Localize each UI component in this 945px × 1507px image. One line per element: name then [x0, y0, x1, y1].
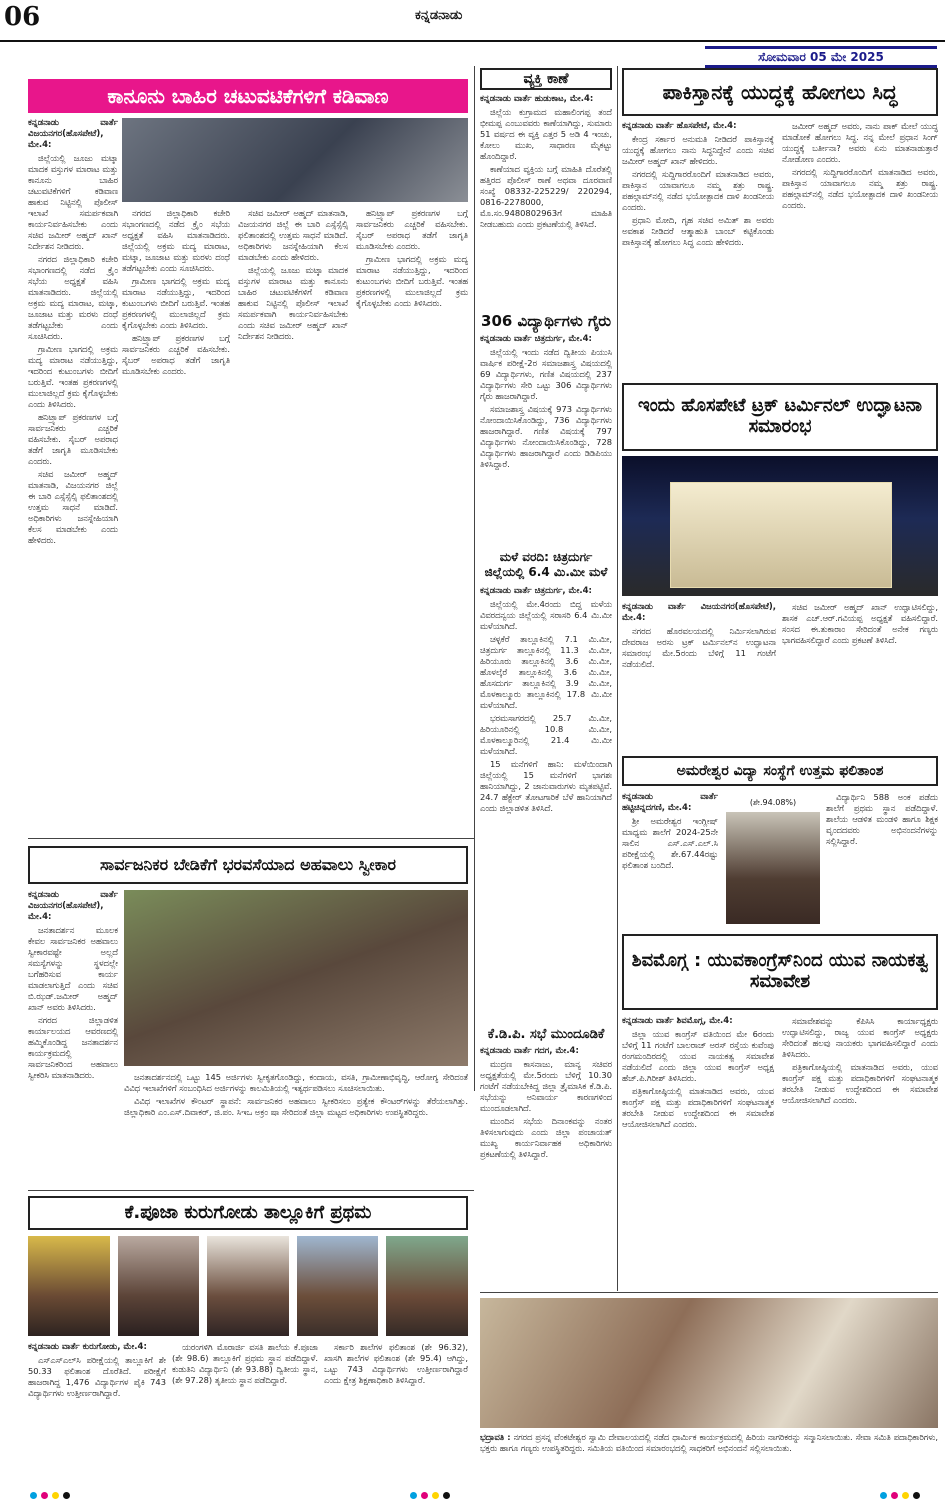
a11-column-3 — [324, 1342, 468, 1482]
a9-paragraph: ಪತ್ರಿಕಾಗೋಷ್ಠಿಯಲ್ಲಿ ಮಾತನಾಡಿದ ಅವರು, ಯುವ ಕಾಂಗ್ರೆಸ್ ಪಕ್ಷ ಮತ್ತು ಪದಾಧಿಕಾರಿಗಳಿಗೆ ಸಂಘಟನಾತ್ಮಕ ತರಬೇತಿ ನೀಡುವ ಉದ್ದೇಶದಿಂದ ಈ ಸಮಾವೇಶ ಆಯೋಜಿಸಲಾಗಿದೆ ಎಂದರು. — [622, 1086, 774, 1129]
section-rule — [480, 1292, 938, 1293]
a1-paragraph: ನಗರದ ಜಿಲ್ಲಾಧಿಕಾರಿ ಕಚೇರಿ ಸಭಾಂಗಣದಲ್ಲಿ ನಡೆದ ಕ್ರೈಂ ಸಭೆಯ ಅಧ್ಯಕ್ಷತೆ ವಹಿಸಿ ಮಾತನಾಡಿದರು. ಜಿಲ್ಲೆಯಲ್ಲಿ ಅಕ್ರಮ ಮದ್ಯ ಮಾರಾಟ, ಮಟ್ಕಾ, ಜೂಜಾಟ ಮತ್ತು ಮರಳು ದಂಧೆ ತಡೆಗಟ್ಟಬೇಕು ಎಂದು ಸೂಚಿಸಿದರು. — [122, 208, 230, 273]
a9-byline: ಕನ್ನಡನಾಡು ವಾರ್ತೆ ಶಿವಮೊಗ್ಗ, ಮೇ.4: — [622, 1016, 733, 1026]
registration-marks — [410, 1492, 450, 1499]
yellow-dot — [902, 1492, 909, 1499]
a11-column-2 — [172, 1342, 318, 1482]
a11-paragraph: ಎಸ್‌ಎಸ್‌ಎಲ್‌ಸಿ ಪರೀಕ್ಷೆಯಲ್ಲಿ ತಾಲ್ಲೂಕಿಗೆ ಶೇ 50.33 ಫಲಿತಾಂಶ ದೊರೆತಿದೆ. ಪರೀಕ್ಷೆಗೆ ಹಾಜರಾಗಿದ್ದ 1,476 ವಿದ್ಯಾರ್ಥಿಗಳ ಪೈಕಿ 743 ವಿದ್ಯಾರ್ಥಿಗಳು ಉತ್ತೀರ್ಣರಾಗಿದ್ದಾರೆ. — [28, 1355, 166, 1398]
a6-column-1 — [622, 121, 774, 375]
a9-column-1 — [622, 1016, 774, 1288]
a9-column-2 — [782, 1016, 938, 1288]
a2-byline: ಕನ್ನಡನಾಡು ವಾರ್ತೆ ಹುಡುಕಾಟ, ಮೇ.4: — [480, 94, 594, 104]
a8-byline: ಕನ್ನಡನಾಡು ವಾರ್ತೆ ಹಟ್ಟಿಚಿನ್ನದಗಣಿ, ಮೇ.4: — [622, 792, 718, 813]
a8-paragraph: ವಿದ್ಯಾರ್ಥಿನಿ 588 ಅಂಕ ಪಡೆದು ಶಾಲೆಗೆ ಪ್ರಥಮ ಸ್ಥಾನ ಪಡೆದಿದ್ದಾಳೆ. ಶಾಲೆಯ ಆಡಳಿತ ಮಂಡಳಿ ಹಾಗೂ ಶಿಕ್ಷಕ ವೃಂದದವರು ಅಭಿನಂದನೆಗಳನ್ನು ಸಲ್ಲಿಸಿದ್ದಾರೆ. — [826, 792, 938, 846]
building-shape — [670, 482, 892, 588]
column-rule — [617, 66, 618, 1291]
a2-headline: ವ್ಯಕ್ತಿ ಕಾಣೆ — [480, 68, 612, 90]
a5-body — [480, 1046, 612, 1230]
a5-paragraph: ಮುಂದಿನ ಸಭೆಯ ದಿನಾಂಕವನ್ನು ನಂತರ ತಿಳಿಸಲಾಗುವುದು ಎಂದು ಜಿಲ್ಲಾ ಪಂಚಾಯತ್ ಮುಖ್ಯ ಕಾರ್ಯನಿರ್ವಾಹಕ ಅಧಿಕಾರಿಗಳು ಪ್ರಕಟಣೆಯಲ್ಲಿ ತಿಳಿಸಿದ್ದಾರೆ. — [480, 1116, 612, 1159]
a4-body — [480, 586, 612, 1022]
a7-headline: ಇಂದು ಹೊಸಪೇಟೆ ಟ್ರಕ್ ಟರ್ಮಿನಲ್ ಉದ್ಘಾಟನಾ ಸಮಾರಂಭ — [622, 383, 938, 451]
section-rule — [28, 1190, 474, 1191]
a3-headline: 306 ವಿದ್ಯಾರ್ಥಿಗಳು ಗೈರು — [481, 312, 611, 330]
a1-column-3 — [238, 208, 348, 833]
a1-paragraph: ಜಿಲ್ಲೆಯಲ್ಲಿ ಜೂಜು ಮಟ್ಕಾ ಮಾದಕ ವಸ್ತುಗಳ ಮಾರಾಟ ಮತ್ತು ಕಾನೂನು ಬಾಹಿರ ಚಟುವಟಿಕೆಗಳಿಗೆ ಕಡಿವಾಣ ಹಾಕುವ ನಿಟ್ಟಿನಲ್ಲಿ ಪೊಲೀಸ್ ಇಲಾಖೆ ಸಮರ್ಪಕವಾಗಿ ಕಾರ್ಯನಿರ್ವಹಿಸಬೇಕು ಎಂದು ಸಚಿವ ಜಮೀರ್ ಅಹ್ಮದ್ ಖಾನ್ ನಿರ್ದೇಶನ ನೀಡಿದರು. — [238, 265, 348, 341]
a12-caption: ನಗರದ ಪ್ರಸನ್ನ ವೆಂಕಟೇಶ್ವರ ಸ್ವಾಮಿ ದೇವಾಲಯದಲ್ಲಿ ನಡೆದ ಧಾರ್ಮಿಕ ಕಾರ್ಯಕ್ರಮದಲ್ಲಿ ಹಿರಿಯ ನಾಗರಿಕರನ್ನು ಸನ್ಮಾನಿಸಲಾಯಿತು. ಸೇವಾ ಸಮಿತಿ ಪದಾಧಿಕಾರಿಗಳು, ಭಕ್ತರು ಹಾಗೂ ಗಣ್ಯರು ಉಪಸ್ಥಿತರಿದ್ದರು. ಸಮಿತಿಯ ವತಿಯಿಂದ ಸಮಾರಂಭದಲ್ಲಿ ಸಾಧಕರಿಗೆ ಅಭಿನಂದನೆ ಸಲ್ಲಿಸಲಾಯಿತು. — [480, 1432, 938, 1453]
a8-column-2 — [826, 792, 938, 924]
a3-body — [480, 334, 612, 546]
a10-paragraph: ನಗರದ ಜಿಲ್ಲಾಡಳಿತ ಕಾರ್ಯಾಲಯದ ಆವರಣದಲ್ಲಿ ಹಮ್ಮಿಕೊಂಡಿದ್ದ ಜನತಾದರ್ಶನ ಕಾರ್ಯಕ್ರಮದಲ್ಲಿ ಸಾರ್ವಜನಿಕರಿಂದ ಅಹವಾಲು ಸ್ವೀಕರಿಸಿ ಮಾತನಾಡಿದರು. — [28, 1015, 118, 1080]
section-rule — [28, 838, 474, 839]
a1-paragraph: ನಗರದ ಜಿಲ್ಲಾಧಿಕಾರಿ ಕಚೇರಿ ಸಭಾಂಗಣದಲ್ಲಿ ನಡೆದ ಕ್ರೈಂ ಸಭೆಯ ಅಧ್ಯಕ್ಷತೆ ವಹಿಸಿ ಮಾತನಾಡಿದರು. ಜಿಲ್ಲೆಯಲ್ಲಿ ಅಕ್ರಮ ಮದ್ಯ ಮಾರಾಟ, ಮಟ್ಕಾ, ಜೂಜಾಟ ಮತ್ತು ಮರಳು ದಂಧೆ ತಡೆಗಟ್ಟಬೇಕು ಎಂದು ಸೂಚಿಸಿದರು. — [28, 254, 118, 341]
student-photo — [207, 1236, 289, 1336]
a11-paragraph: ಸರ್ಕಾರಿ ಶಾಲೆಗಳ ಫಲಿತಾಂಶ (ಶೇ 96.32), ಖಾಸಗಿ ಶಾಲೆಗಳ ಫಲಿತಾಂಶ (ಶೇ 95.4) ಆಗಿದ್ದು, ಒಟ್ಟು 743 ವಿದ್ಯಾರ್ಥಿಗಳು ಉತ್ತೀರ್ಣರಾಗಿದ್ದಾರೆ ಎಂದು ಕ್ಷೇತ್ರ ಶಿಕ್ಷಣಾಧಿಕಾರಿ ತಿಳಿಸಿದ್ದಾರೆ. — [324, 1342, 468, 1385]
a10-paragraph: ಜನತಾದರ್ಶನದಲ್ಲಿ ಒಟ್ಟು 145 ಅರ್ಜಿಗಳು ಸ್ವೀಕೃತಗೊಂಡಿದ್ದು, ಕಂದಾಯ, ವಸತಿ, ಗ್ರಾಮೀಣಾಭಿವೃದ್ಧಿ, ಆರೋಗ್ಯ ಸೇರಿದಂತೆ ವಿವಿಧ ಇಲಾಖೆಗಳಿಗೆ ಸಂಬಂಧಿಸಿದ ಅರ್ಜಿಗಳನ್ನು ಕಾಲಮಿತಿಯಲ್ಲಿ ಇತ್ಯರ್ಥಪಡಿಸಲು ಸೂಚಿಸಲಾಯಿತು. — [124, 1072, 468, 1093]
a6-column-2 — [782, 121, 938, 375]
a2-body — [480, 94, 612, 308]
black-dot — [63, 1492, 70, 1499]
a7-paragraph: ಸಚಿವ ಜಮೀರ್ ಅಹ್ಮದ್ ಖಾನ್ ಉದ್ಘಾಟಿಸಲಿದ್ದು, ಶಾಸಕ ಎಚ್.ಆರ್.ಗವಿಯಪ್ಪ ಅಧ್ಯಕ್ಷತೆ ವಹಿಸಲಿದ್ದಾರೆ. ಸಂಸದ ಈ.ತುಕಾರಾಂ ಸೇರಿದಂತೆ ಅನೇಕ ಗಣ್ಯರು ಭಾಗವಹಿಸಲಿದ್ದಾರೆ ಎಂದು ಪ್ರಕಟಣೆ ತಿಳಿಸಿದೆ. — [782, 602, 938, 645]
a10-paragraph: ಜನತಾದರ್ಶನ ಮೂಲಕ ಕೇವಲ ಸಾರ್ವಜನಿಕರ ಅಹವಾಲು ಸ್ವೀಕಾರವಷ್ಟೇ ಅಲ್ಲದೆ ಸಮಸ್ಯೆಗಳನ್ನು ಸ್ಥಳದಲ್ಲೇ ಬಗೆಹರಿಸುವ ಕಾರ್ಯ ಮಾಡಲಾಗುತ್ತಿದೆ ಎಂದು ಸಚಿವ ಬಿ.ಝಡ್.ಜಮೀರ್ ಅಹ್ಮದ್ ಖಾನ್ ಅವರು ತಿಳಿಸಿದರು. — [28, 925, 118, 1012]
a7-paragraph: ನಗರದ ಹೊರವಲಯದಲ್ಲಿ ನಿರ್ಮಿಸಲಾಗಿರುವ ದೇವರಾಜ ಅರಸು ಟ್ರಕ್ ಟರ್ಮಿನಲ್‌ನ ಉದ್ಘಾಟನಾ ಸಮಾರಂಭ ಮೇ.5ರಂದು ಬೆಳಿಗ್ಗೆ 11 ಗಂಟೆಗೆ ನಡೆಯಲಿದೆ. — [622, 626, 776, 669]
a10-column-1 — [28, 890, 118, 1186]
a9-paragraph: ಜಿಲ್ಲಾ ಯುವ ಕಾಂಗ್ರೆಸ್ ವತಿಯಿಂದ ಮೇ 6ರಂದು ಬೆಳಿಗ್ಗೆ 11 ಗಂಟೆಗೆ ಬಾಲರಾಜ್ ಅರಸ್ ರಸ್ತೆಯ ಕುವೆಂಪು ರಂಗಮಂದಿರದಲ್ಲಿ ಯುವ ನಾಯಕತ್ವ ಸಮಾವೇಶ ನಡೆಯಲಿದೆ ಎಂದು ಜಿಲ್ಲಾ ಯುವ ಕಾಂಗ್ರೆಸ್ ಅಧ್ಯಕ್ಷ ಹೆಚ್.ಪಿ.ಗಿರೀಶ್ ತಿಳಿಸಿದರು. — [622, 1029, 774, 1083]
black-dot — [913, 1492, 920, 1499]
a4-paragraph: 15 ಮನೆಗಳಿಗೆ ಹಾನಿ: ಮಳೆಯಿಂದಾಗಿ ಜಿಲ್ಲೆಯಲ್ಲಿ 15 ಮನೆಗಳಿಗೆ ಭಾಗಶಃ ಹಾನಿಯಾಗಿದ್ದು, 2 ಜಾನುವಾರುಗಳು ಮೃತಪಟ್ಟಿವೆ. 24.7 ಹೆಕ್ಟೇರ್ ತೋಟಗಾರಿಕೆ ಬೆಳೆ ಹಾನಿಯಾಗಿದೆ ಎಂದು ಜಿಲ್ಲಾಡಳಿತ ತಿಳಿಸಿದೆ. — [480, 759, 612, 813]
a11-student-photos — [28, 1236, 468, 1336]
a9-paragraph: ಸಮಾವೇಶವನ್ನು ಕೆಪಿಸಿಸಿ ಕಾರ್ಯಾಧ್ಯಕ್ಷರು ಉದ್ಘಾಟಿಸಲಿದ್ದು, ರಾಜ್ಯ ಯುವ ಕಾಂಗ್ರೆಸ್ ಅಧ್ಯಕ್ಷರು ಸೇರಿದಂತೆ ಹಲವು ನಾಯಕರು ಭಾಗವಹಿಸಲಿದ್ದಾರೆ ಎಂದು ತಿಳಿಸಿದರು. — [782, 1016, 938, 1059]
a4-paragraph: ಭರಮಸಾಗರದಲ್ಲಿ 25.7 ಮಿ.ಮೀ, ಹಿರಿಯೂರಿನಲ್ಲಿ 10.8 ಮಿ.ಮೀ, ಮೊಳಕಾಲ್ಮೂರಿನಲ್ಲಿ 21.4 ಮಿ.ಮೀ ಮಳೆಯಾಗಿದೆ. — [480, 713, 612, 756]
a9-paragraph: ಪತ್ರಿಕಾಗೋಷ್ಠಿಯಲ್ಲಿ ಮಾತನಾಡಿದ ಅವರು, ಯುವ ಕಾಂಗ್ರೆಸ್ ಪಕ್ಷ ಮತ್ತು ಪದಾಧಿಕಾರಿಗಳಿಗೆ ಸಂಘಟನಾತ್ಮಕ ತರಬೇತಿ ನೀಡುವ ಉದ್ದೇಶದಿಂದ ಈ ಸಮಾವೇಶ ಆಯೋಜಿಸಲಾಗಿದೆ ಎಂದರು. — [782, 1062, 938, 1105]
a8-student-photo — [726, 812, 820, 924]
a4-byline: ಕನ್ನಡನಾಡು ವಾರ್ತೆ ಚಿತ್ರದುರ್ಗ, ಮೇ.4: — [480, 586, 592, 596]
a11-column-1 — [28, 1342, 166, 1482]
a6-headline: ಪಾಕಿಸ್ತಾನಕ್ಕೆ ಯುದ್ಧಕ್ಕೆ ಹೋಗಲು ಸಿದ್ಧ — [622, 68, 938, 116]
a5-paragraph: ಮುದ್ರಣ ಕಾಸನಾಜು, ಮಾನ್ಯ ಸಚಿವರ ಅಧ್ಯಕ್ಷತೆಯಲ್ಲಿ ಮೇ.5ರಂದು ಬೆಳಿಗ್ಗೆ 10.30 ಗಂಟೆಗೆ ನಡೆಯಬೇಕಿದ್ದ ಜಿಲ್ಲಾ ತ್ರೈಮಾಸಿಕ ಕೆ.ಡಿ.ಪಿ. ಸಭೆಯನ್ನು ಅನಿವಾರ್ಯ ಕಾರಣಗಳಿಂದ ಮುಂದೂಡಲಾಗಿದೆ. — [480, 1059, 612, 1113]
issue-date: ಸೋಮವಾರ 05 ಮೇ 2025 — [705, 46, 937, 68]
yellow-dot — [432, 1492, 439, 1499]
a5-headline: ಕೆ.ಡಿ.ಪಿ. ಸಭೆ ಮುಂದೂಡಿಕೆ — [487, 1027, 605, 1042]
a1-paragraph: ಸಚಿವ ಜಮೀರ್ ಅಹ್ಮದ್ ಮಾತನಾಡಿ, ವಿಜಯನಗರ ಜಿಲ್ಲೆ ಈ ಬಾರಿ ಎಸ್ಸೆಸ್ಸೆಲ್ಸಿ ಫಲಿತಾಂಶದಲ್ಲಿ ಉತ್ತಮ ಸಾಧನೆ ಮಾಡಿದೆ. ಅಧಿಕಾರಿಗಳು ಜನಸ್ನೇಹಿಯಾಗಿ ಕೆಲಸ ಮಾಡಬೇಕು ಎಂದು ಹೇಳಿದರು. — [28, 469, 118, 545]
a1-byline: ಕನ್ನಡನಾಡು ವಾರ್ತೆ ವಿಜಯನಗರ(ಹೊಸಪೇಟೆ), ಮೇ.4: — [28, 118, 118, 150]
a11-byline: ಕನ್ನಡನಾಡು ವಾರ್ತೆ ಕುರುಗೋಡು, ಮೇ.4: — [28, 1342, 147, 1352]
a10-headline: ಸಾರ್ವಜನಿಕರ ಬೇಡಿಕೆಗೆ ಭರವಸೆಯಾದ ಅಹವಾಲು ಸ್ವೀಕಾರ — [28, 846, 468, 884]
a1-paragraph: ಸಚಿವ ಜಮೀರ್ ಅಹ್ಮದ್ ಮಾತನಾಡಿ, ವಿಜಯನಗರ ಜಿಲ್ಲೆ ಈ ಬಾರಿ ಎಸ್ಸೆಸ್ಸೆಲ್ಸಿ ಫಲಿತಾಂಶದಲ್ಲಿ ಉತ್ತಮ ಸಾಧನೆ ಮಾಡಿದೆ. ಅಧಿಕಾರಿಗಳು ಜನಸ್ನೇಹಿಯಾಗಿ ಕೆಲಸ ಮಾಡಬೇಕು ಎಂದು ಹೇಳಿದರು. — [238, 208, 348, 262]
a1-paragraph: ಹನಿಟ್ರ್ಯಾಪ್ ಪ್ರಕರಣಗಳ ಬಗ್ಗೆ ಸಾರ್ವಜನಿಕರು ಎಚ್ಚರಿಕೆ ವಹಿಸಬೇಕು. ಸೈಬರ್ ಅಪರಾಧ ತಡೆಗೆ ಜಾಗೃತಿ ಮೂಡಿಸಬೇಕು ಎಂದರು. — [356, 208, 468, 251]
page-number: 06 — [4, 2, 41, 32]
a6-paragraph: ನಗರದಲ್ಲಿ ಸುದ್ದಿಗಾರರೊಂದಿಗೆ ಮಾತನಾಡಿದ ಅವರು, ಪಾಕಿಸ್ತಾನ ಯಾವಾಗಲೂ ನಮ್ಮ ಶತ್ರು ರಾಷ್ಟ್ರ. ಪಹಲ್ಗಾಮ್‌ನಲ್ಲಿ ನಡೆದ ಭಯೋತ್ಪಾದಕ ದಾಳಿ ಖಂಡನೀಯ ಎಂದರು. — [782, 167, 938, 210]
magenta-dot — [891, 1492, 898, 1499]
a6-byline: ಕನ್ನಡನಾಡು ವಾರ್ತೆ ಹೊಸಪೇಟೆ, ಮೇ.4: — [622, 121, 737, 131]
cyan-dot — [410, 1492, 417, 1499]
a12-caption-block — [480, 1432, 938, 1482]
a4-headline: ಮಳೆ ವರದಿ: ಚಿತ್ರದುರ್ಗ ಜಿಲ್ಲೆಯಲ್ಲಿ 6.4 ಮಿ.ಮೀ ಮಳೆ — [484, 550, 608, 579]
a7-byline: ಕನ್ನಡನಾಡು ವಾರ್ತೆ ವಿಜಯನಗರ(ಹೊಸಪೇಟೆ), ಮೇ.4: — [622, 602, 776, 623]
a1-column-4 — [356, 208, 468, 833]
student-photo — [297, 1236, 379, 1336]
yellow-dot — [52, 1492, 59, 1499]
paper-name: ಕನ್ನಡನಾಡು — [415, 8, 463, 23]
registration-marks — [30, 1492, 70, 1499]
cyan-dot — [30, 1492, 37, 1499]
a1-paragraph: ಜಿಲ್ಲೆಯಲ್ಲಿ ಜೂಜು ಮಟ್ಕಾ ಮಾದಕ ವಸ್ತುಗಳ ಮಾರಾಟ ಮತ್ತು ಕಾನೂನು ಬಾಹಿರ ಚಟುವಟಿಕೆಗಳಿಗೆ ಕಡಿವಾಣ ಹಾಕುವ ನಿಟ್ಟಿನಲ್ಲಿ ಪೊಲೀಸ್ ಇಲಾಖೆ ಸಮರ್ಪಕವಾಗಿ ಕಾರ್ಯನಿರ್ವಹಿಸಬೇಕು ಎಂದು ಸಚಿವ ಜಮೀರ್ ಅಹ್ಮದ್ ಖಾನ್ ನಿರ್ದೇಶನ ನೀಡಿದರು. — [28, 153, 118, 251]
student-photo — [386, 1236, 468, 1336]
student-photo — [28, 1236, 110, 1336]
a2-paragraph: ಕಾಣೆಯಾದ ವ್ಯಕ್ತಿಯ ಬಗ್ಗೆ ಮಾಹಿತಿ ದೊರೆತಲ್ಲಿ ಹತ್ತಿರದ ಪೊಲೀಸ್ ಠಾಣೆ ಅಥವಾ ದೂರವಾಣಿ ಸಂಖ್ಯೆ 08332-225229/ 220294, 0816-2278000, ಮೊ.ಸಂ.9480802963ಗೆ ಮಾಹಿತಿ ನೀಡಬಹುದು ಎಂದು ಪ್ರಕಟಣೆಯಲ್ಲಿ ತಿಳಿಸಿದೆ. — [480, 164, 612, 229]
a6-paragraph: ನಗರದಲ್ಲಿ ಸುದ್ದಿಗಾರರೊಂದಿಗೆ ಮಾತನಾಡಿದ ಅವರು, ಪಾಕಿಸ್ತಾನ ಯಾವಾಗಲೂ ನಮ್ಮ ಶತ್ರು ರಾಷ್ಟ್ರ. ಪಹಲ್ಗಾಮ್‌ನಲ್ಲಿ ನಡೆದ ಭಯೋತ್ಪಾದಕ ದಾಳಿ ಖಂಡನೀಯ ಎಂದರು. — [622, 169, 774, 212]
a5-byline: ಕನ್ನಡನಾಡು ವಾರ್ತೆ ಗದಗ, ಮೇ.4: — [480, 1046, 579, 1056]
a8-headline: ಅಮರೇಶ್ವರ ವಿದ್ಯಾ ಸಂಸ್ಥೆಗೆ ಉತ್ತಮ ಫಲಿತಾಂಶ — [622, 756, 938, 786]
student-photo — [118, 1236, 200, 1336]
a11-headline: ಕೆ.ಪೂಜಾ ಕುರುಗೋಡು ತಾಲ್ಲೂಕಿಗೆ ಪ್ರಥಮ — [28, 1196, 468, 1230]
magenta-dot — [421, 1492, 428, 1499]
a6-paragraph: ಕೇಂದ್ರ ಸರ್ಕಾರ ಅನುಮತಿ ನೀಡಿದರೆ ಪಾಕಿಸ್ತಾನಕ್ಕೆ ಯುದ್ಧಕ್ಕೆ ಹೋಗಲು ನಾನು ಸಿದ್ಧನಿದ್ದೇನೆ ಎಂದು ಸಚಿವ ಜಮೀರ್ ಅಹ್ಮದ್ ಖಾನ್ ಹೇಳಿದರು. — [622, 134, 774, 166]
a1-paragraph: ಗ್ರಾಮೀಣ ಭಾಗದಲ್ಲಿ ಅಕ್ರಮ ಮದ್ಯ ಮಾರಾಟ ನಡೆಯುತ್ತಿದ್ದು, ಇದರಿಂದ ಕುಟುಂಬಗಳು ಬೀದಿಗೆ ಬರುತ್ತಿವೆ. ಇಂತಹ ಪ್ರಕರಣಗಳಲ್ಲಿ ಮುಲಾಜಿಲ್ಲದೆ ಕ್ರಮ ಕೈಗೊಳ್ಳಬೇಕು ಎಂದು ತಿಳಿಸಿದರು. — [122, 276, 230, 330]
a1-paragraph: ಹನಿಟ್ರ್ಯಾಪ್ ಪ್ರಕರಣಗಳ ಬಗ್ಗೆ ಸಾರ್ವಜನಿಕರು ಎಚ್ಚರಿಕೆ ವಹಿಸಬೇಕು. ಸೈಬರ್ ಅಪರಾಧ ತಡೆಗೆ ಜಾಗೃತಿ ಮೂಡಿಸಬೇಕು ಎಂದರು. — [122, 333, 230, 376]
a10-column-2 — [124, 1072, 468, 1186]
a6-paragraph: ಜಮೀರ್ ಅಹ್ಮದ್ ಅವರು, ನಾನು ಪಾಕ್ ಮೇಲೆ ಯುದ್ಧ ಮಾಡೋಕೆ ಹೋಗಲು ಸಿದ್ಧ. ನನ್ನ ಮೇಲೆ ಪ್ರಧಾನ ಸಿಂಗ್ ಯುದ್ಧಕ್ಕೆ ಬರ್ತೀನಾ? ಅವರು ಏನು ಮಾತನಾಡುತ್ತಾರೆ ನೋಡೋಣ ಎಂದರು. — [782, 121, 938, 164]
a9-headline: ಶಿವಮೊಗ್ಗ : ಯುವಕಾಂಗ್ರೆಸ್‌ನಿಂದ ಯುವ ನಾಯಕತ್ವ ಸಮಾವೇಶ — [622, 934, 938, 1010]
a11-paragraph: ಯರಂಗಳಿಗಿ ಮೊರಾರ್ಜಿ ವಸತಿ ಶಾಲೆಯ ಕೆ.ಪೂಜಾ (ಶೇ 98.6) ತಾಲ್ಲೂಕಿಗೆ ಪ್ರಥಮ ಸ್ಥಾನ ಪಡೆದಿದ್ದಾಳೆ. ಕುಡುತಿನಿ ವಿದ್ಯಾರ್ಥಿನಿ (ಶೇ 93.88) ದ್ವಿತೀಯ ಸ್ಥಾನ, (ಶೇ 97.28) ತೃತೀಯ ಸ್ಥಾನ ಪಡೆದಿದ್ದಾರೆ. — [172, 1342, 318, 1385]
header-rule — [0, 40, 945, 42]
a10-janata-darshan-photo — [124, 890, 468, 1066]
a7-truck-terminal-photo — [622, 456, 938, 596]
a3-paragraph: ಜಿಲ್ಲೆಯಲ್ಲಿ ಇಂದು ನಡೆದ ದ್ವಿತೀಯ ಪಿಯುಸಿ ವಾರ್ಷಿಕ ಪರೀಕ್ಷೆ-2ರ ಸಮಾಜಶಾಸ್ತ್ರ ವಿಷಯದಲ್ಲಿ 69 ವಿದ್ಯಾರ್ಥಿಗಳು, ಗಣಿತ ವಿಷಯದಲ್ಲಿ 237 ವಿದ್ಯಾರ್ಥಿಗಳು ಸೇರಿ ಒಟ್ಟು 306 ವಿದ್ಯಾರ್ಥಿಗಳು ಗೈರು ಹಾಜರಾಗಿದ್ದಾರೆ. — [480, 347, 612, 401]
a4-paragraph: ಚಳ್ಳಕೆರೆ ತಾಲ್ಲೂಕಿನಲ್ಲಿ 7.1 ಮಿ.ಮೀ, ಚಿತ್ರದುರ್ಗ ತಾಲ್ಲೂಕಿನಲ್ಲಿ 11.3 ಮಿ.ಮೀ, ಹಿರಿಯೂರು ತಾಲ್ಲೂಕಿನಲ್ಲಿ 3.6 ಮಿ.ಮೀ, ಹೊಳಲ್ಕೆರೆ ತಾಲ್ಲೂಕಿನಲ್ಲಿ 3.6 ಮಿ.ಮೀ, ಹೊಸದುರ್ಗ ತಾಲ್ಲೂಕಿನಲ್ಲಿ 3.9 ಮಿ.ಮೀ, ಮೊಳಕಾಲ್ಮೂರು ತಾಲ್ಲೂಕಿನಲ್ಲಿ 17.8 ಮಿ.ಮೀ ಮಳೆಯಾಗಿದೆ. — [480, 634, 612, 710]
a12-group-photo — [480, 1298, 938, 1428]
a4-paragraph: ಜಿಲ್ಲೆಯಲ್ಲಿ ಮೇ.4ರಂದು ಬಿದ್ದ ಮಳೆಯ ವಿವರದನ್ವಯ ಜಿಲ್ಲೆಯಲ್ಲಿ ಸರಾಸರಿ 6.4 ಮಿ.ಮೀ ಮಳೆಯಾಗಿದೆ. — [480, 599, 612, 631]
a7-column-2 — [782, 602, 938, 752]
a8-photo-caption: (ಶೇ.94.08%) — [749, 798, 797, 807]
a7-column-1 — [622, 602, 776, 752]
column-rule — [474, 66, 475, 1091]
a8-paragraph: ಶ್ರೀ ಅಮರೇಶ್ವರ ಇಂಗ್ಲೀಷ್ ಮಾಧ್ಯಮ ಶಾಲೆಗೆ 2024-25ನೇ ಸಾಲಿನ ಎಸ್.ಎಸ್.ಎಲ್.ಸಿ ಪರೀಕ್ಷೆಯಲ್ಲಿ ಶೇ.67.44ರಷ್ಟು ಫಲಿತಾಂಶ ಬಂದಿದೆ. — [622, 816, 718, 870]
cyan-dot — [880, 1492, 887, 1499]
a3-byline: ಕನ್ನಡನಾಡು ವಾರ್ತೆ ಚಿತ್ರದುರ್ಗ, ಮೇ.4: — [480, 334, 592, 344]
registration-marks — [880, 1492, 920, 1499]
a8-column-1 — [622, 792, 718, 924]
a12-label: ಭದ್ರಾವತಿ : — [480, 1432, 511, 1442]
a1-meeting-photo — [122, 118, 468, 202]
a10-paragraph: ವಿವಿಧ ಇಲಾಖೆಗಳ ಕೌಂಟರ್ ಸ್ಥಾಪನೆ: ಸಾರ್ವಜನಿಕರ ಅಹವಾಲು ಸ್ವೀಕರಿಸಲು ಪ್ರತ್ಯೇಕ ಕೌಂಟರ್‌ಗಳನ್ನು ತೆರೆಯಲಾಗಿತ್ತು. ಜಿಲ್ಲಾಧಿಕಾರಿ ಎಂ.ಎಸ್.ದಿವಾಕರ್, ಜಿ.ಪಂ. ಸಿಇಒ ಅಕ್ರಂ ಷಾ ಸೇರಿದಂತೆ ಜಿಲ್ಲಾ ಮಟ್ಟದ ಅಧಿಕಾರಿಗಳು ಉಪಸ್ಥಿತರಿದ್ದರು. — [124, 1096, 468, 1117]
a3-paragraph: ಸಮಾಜಶಾಸ್ತ್ರ ವಿಷಯಕ್ಕೆ 973 ವಿದ್ಯಾರ್ಥಿಗಳು ನೋಂದಾಯಿಸಿಕೊಂಡಿದ್ದು, 736 ವಿದ್ಯಾರ್ಥಿಗಳು ಹಾಜರಾಗಿದ್ದಾರೆ. ಗಣಿತ ವಿಷಯಕ್ಕೆ 797 ವಿದ್ಯಾರ್ಥಿಗಳು ನೋಂದಾಯಿಸಿಕೊಂಡಿದ್ದು, 728 ವಿದ್ಯಾರ್ಥಿಗಳು ಹಾಜರಾಗಿದ್ದಾರೆ ಎಂದು ಡಿಡಿಪಿಯು ತಿಳಿಸಿದ್ದಾರೆ. — [480, 404, 612, 469]
a1-headline: ಕಾನೂನು ಬಾಹಿರ ಚಟುವಟಿಕೆಗಳಿಗೆ ಕಡಿವಾಣ — [28, 79, 468, 113]
a10-byline: ಕನ್ನಡನಾಡು ವಾರ್ತೆ ವಿಜಯನಗರ(ಹೊಸಪೇಟೆ), ಮೇ.4: — [28, 890, 118, 922]
a1-paragraph: ಗ್ರಾಮೀಣ ಭಾಗದಲ್ಲಿ ಅಕ್ರಮ ಮದ್ಯ ಮಾರಾಟ ನಡೆಯುತ್ತಿದ್ದು, ಇದರಿಂದ ಕುಟುಂಬಗಳು ಬೀದಿಗೆ ಬರುತ್ತಿವೆ. ಇಂತಹ ಪ್ರಕರಣಗಳಲ್ಲಿ ಮುಲಾಜಿಲ್ಲದೆ ಕ್ರಮ ಕೈಗೊಳ್ಳಬೇಕು ಎಂದು ತಿಳಿಸಿದರು. — [356, 254, 468, 308]
a1-paragraph: ಗ್ರಾಮೀಣ ಭಾಗದಲ್ಲಿ ಅಕ್ರಮ ಮದ್ಯ ಮಾರಾಟ ನಡೆಯುತ್ತಿದ್ದು, ಇದರಿಂದ ಕುಟುಂಬಗಳು ಬೀದಿಗೆ ಬರುತ್ತಿವೆ. ಇಂತಹ ಪ್ರಕರಣಗಳಲ್ಲಿ ಮುಲಾಜಿಲ್ಲದೆ ಕ್ರಮ ಕೈಗೊಳ್ಳಬೇಕು ಎಂದು ತಿಳಿಸಿದರು. — [28, 344, 118, 409]
black-dot — [443, 1492, 450, 1499]
a1-column-2 — [122, 208, 230, 833]
a1-column-1 — [28, 118, 118, 833]
a2-paragraph: ಜಿಲ್ಲೆಯ ಕುಗ್ರಾಮದ ಮಹಾಲಿಂಗಪ್ಪ ತಂದೆ ಭೀಮಪ್ಪ ಎಂಬುವವರು ಕಾಣೆಯಾಗಿದ್ದು, ಸುಮಾರು 51 ವರ್ಷದ ಈ ವ್ಯಕ್ತಿ ಎತ್ತರ 5 ಅಡಿ 4 ಇಂಚು, ಕೋಲು ಮುಖ, ಸಾಧಾರಣ ಮೈಕಟ್ಟು ಹೊಂದಿದ್ದಾರೆ. — [480, 107, 612, 161]
a1-paragraph: ಹನಿಟ್ರ್ಯಾಪ್ ಪ್ರಕರಣಗಳ ಬಗ್ಗೆ ಸಾರ್ವಜನಿಕರು ಎಚ್ಚರಿಕೆ ವಹಿಸಬೇಕು. ಸೈಬರ್ ಅಪರಾಧ ತಡೆಗೆ ಜಾಗೃತಿ ಮೂಡಿಸಬೇಕು ಎಂದರು. — [28, 412, 118, 466]
magenta-dot — [41, 1492, 48, 1499]
a6-paragraph: ಪ್ರಧಾನಿ ಮೋದಿ, ಗೃಹ ಸಚಿವ ಅಮಿತ್ ಶಾ ಅವರು ಅವಕಾಶ ನೀಡಿದರೆ ಆತ್ಮಾಹುತಿ ಬಾಂಬ್ ಕಟ್ಟಿಕೊಂಡು ಪಾಕಿಸ್ತಾನಕ್ಕೆ ಹೋಗಲು ಸಿದ್ಧ ಎಂದು ಹೇಳಿದರು. — [622, 215, 774, 247]
